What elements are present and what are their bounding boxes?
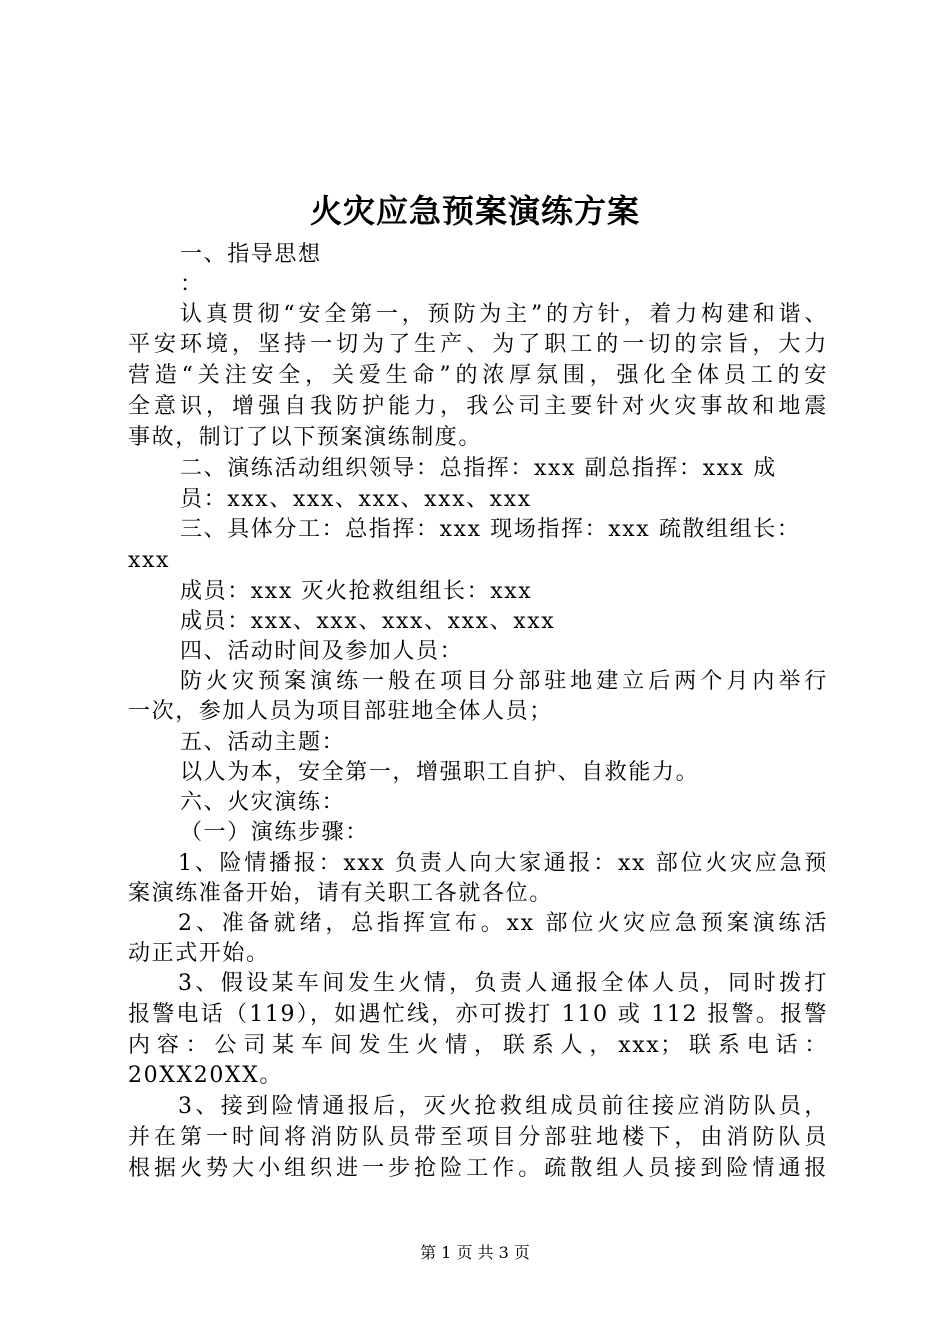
text-line: 成员：xxx 灭火抢救组组长：xxx <box>180 579 533 604</box>
text-line: 1、险情播报：xxx 负责人向大家通报：xx 部位火灾应急预 <box>178 851 828 876</box>
text-line: 并在第一时间将消防队员带至项目分部驻地楼下，由消防队员 <box>128 1125 828 1150</box>
text-line: 根据火势大小组织进一步抢险工作。疏散组人员接到险情通报 <box>128 1156 828 1181</box>
text-line: 2、准备就绪，总指挥宣布。xx 部位火灾应急预案演练活 <box>178 911 828 936</box>
text-line: 3、假设某车间发生火情，负责人通报全体人员，同时拨打 <box>178 971 828 996</box>
text-line: 全意识，增强自我防护能力，我公司主要针对火灾事故和地震 <box>128 394 828 419</box>
text-line: xxx <box>128 548 171 573</box>
text-line: 防火灾预案演练一般在项目分部驻地建立后两个月内举行 <box>180 669 828 694</box>
text-line: 认真贯彻“安全第一，预防为主”的方针，着力构建和谐、 <box>180 302 828 327</box>
text-line: ： <box>180 272 204 297</box>
text-line: 20XX20XX。 <box>128 1063 284 1088</box>
text-line: 动正式开始。 <box>128 941 270 966</box>
heading-fire-drill: 六、火灾演练： <box>180 790 346 815</box>
heading-theme: 五、活动主题： <box>180 730 346 755</box>
document-title: 火灾应急预案演练方案 <box>309 192 640 230</box>
page-footer: 第 1 页 共 3 页 <box>420 1243 530 1262</box>
text-line: 一次，参加人员为项目部驻地全体人员； <box>128 699 553 724</box>
heading-division-of-work: 三、具体分工：总指挥：xxx 现场指挥：xxx 疏散组组长： <box>180 517 801 542</box>
heading-time-participants: 四、活动时间及参加人员： <box>180 639 464 664</box>
text-line: 成员：xxx、xxx、xxx、xxx、xxx <box>180 609 556 634</box>
text-line: 员：xxx、xxx、xxx、xxx、xxx <box>180 487 532 512</box>
text-line: 案演练准备开始，请有关职工各就各位。 <box>128 881 553 906</box>
text-line: 3、接到险情通报后，灭火抢救组成员前往接应消防队员， <box>178 1094 828 1119</box>
text-line: 营造“关注安全，关爱生命”的浓厚氛围，强化全体员工的安 <box>128 363 828 388</box>
heading-guiding-thought: 一、指导思想 <box>180 242 322 267</box>
text-line: 以人为本，安全第一，增强职工自护、自救能力。 <box>180 760 700 785</box>
text-line: 事故，制订了以下预案演练制度。 <box>128 425 483 450</box>
text-line: 内容：公司某车间发生火情，联系人，xxx；联系电话： <box>128 1033 828 1058</box>
text-line: 报警电话（119），如遇忙线，亦可拨打 110 或 112 报警。报警 <box>128 1002 828 1027</box>
text-line: 平安环境，坚持一切为了生产、为了职工的一切的宗旨，大力 <box>128 332 828 357</box>
heading-organization: 二、演练活动组织领导：总指挥：xxx 副总指挥：xxx 成 <box>180 456 777 481</box>
heading-drill-steps: （一）演练步骤： <box>180 820 369 845</box>
